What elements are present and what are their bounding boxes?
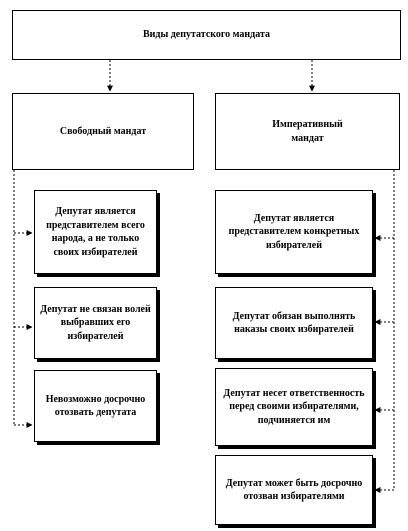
left-item-1 xyxy=(34,190,157,274)
root-box xyxy=(12,10,401,60)
left-item-3 xyxy=(34,370,157,442)
left-item-2-text: Депутат не связан волей выбравших его избирателей xyxy=(40,303,151,342)
left-item-2 xyxy=(34,287,157,359)
right-item-1-text: Депутат является представителем конкретных избирателей xyxy=(228,212,360,251)
right-item-2-text: Депутат обязан выполнять наказы своих избирателей xyxy=(232,310,356,335)
right-item-3 xyxy=(215,368,373,446)
right-item-3-text: Депутат несет ответственность перед своими избирателями, подчиняется им xyxy=(223,387,365,426)
left-column-header xyxy=(12,93,194,170)
left-item-1-text: Депутат является представителем всего народа, а не только своих избирателей xyxy=(46,206,145,258)
right-item-4-text: Депутат может быть досрочно отозван избирателями xyxy=(225,477,363,502)
right-item-4 xyxy=(215,455,373,525)
right-item-2 xyxy=(215,287,373,359)
right-column-title: Императивный мандат xyxy=(272,119,343,144)
right-item-1 xyxy=(215,190,373,274)
right-column-header xyxy=(215,93,400,170)
root-title: Виды депутатского мандата xyxy=(142,29,271,41)
left-item-3-text: Невозможно досрочно отозвать депутата xyxy=(45,393,146,418)
left-column-title: Свободный мандат xyxy=(59,125,147,137)
